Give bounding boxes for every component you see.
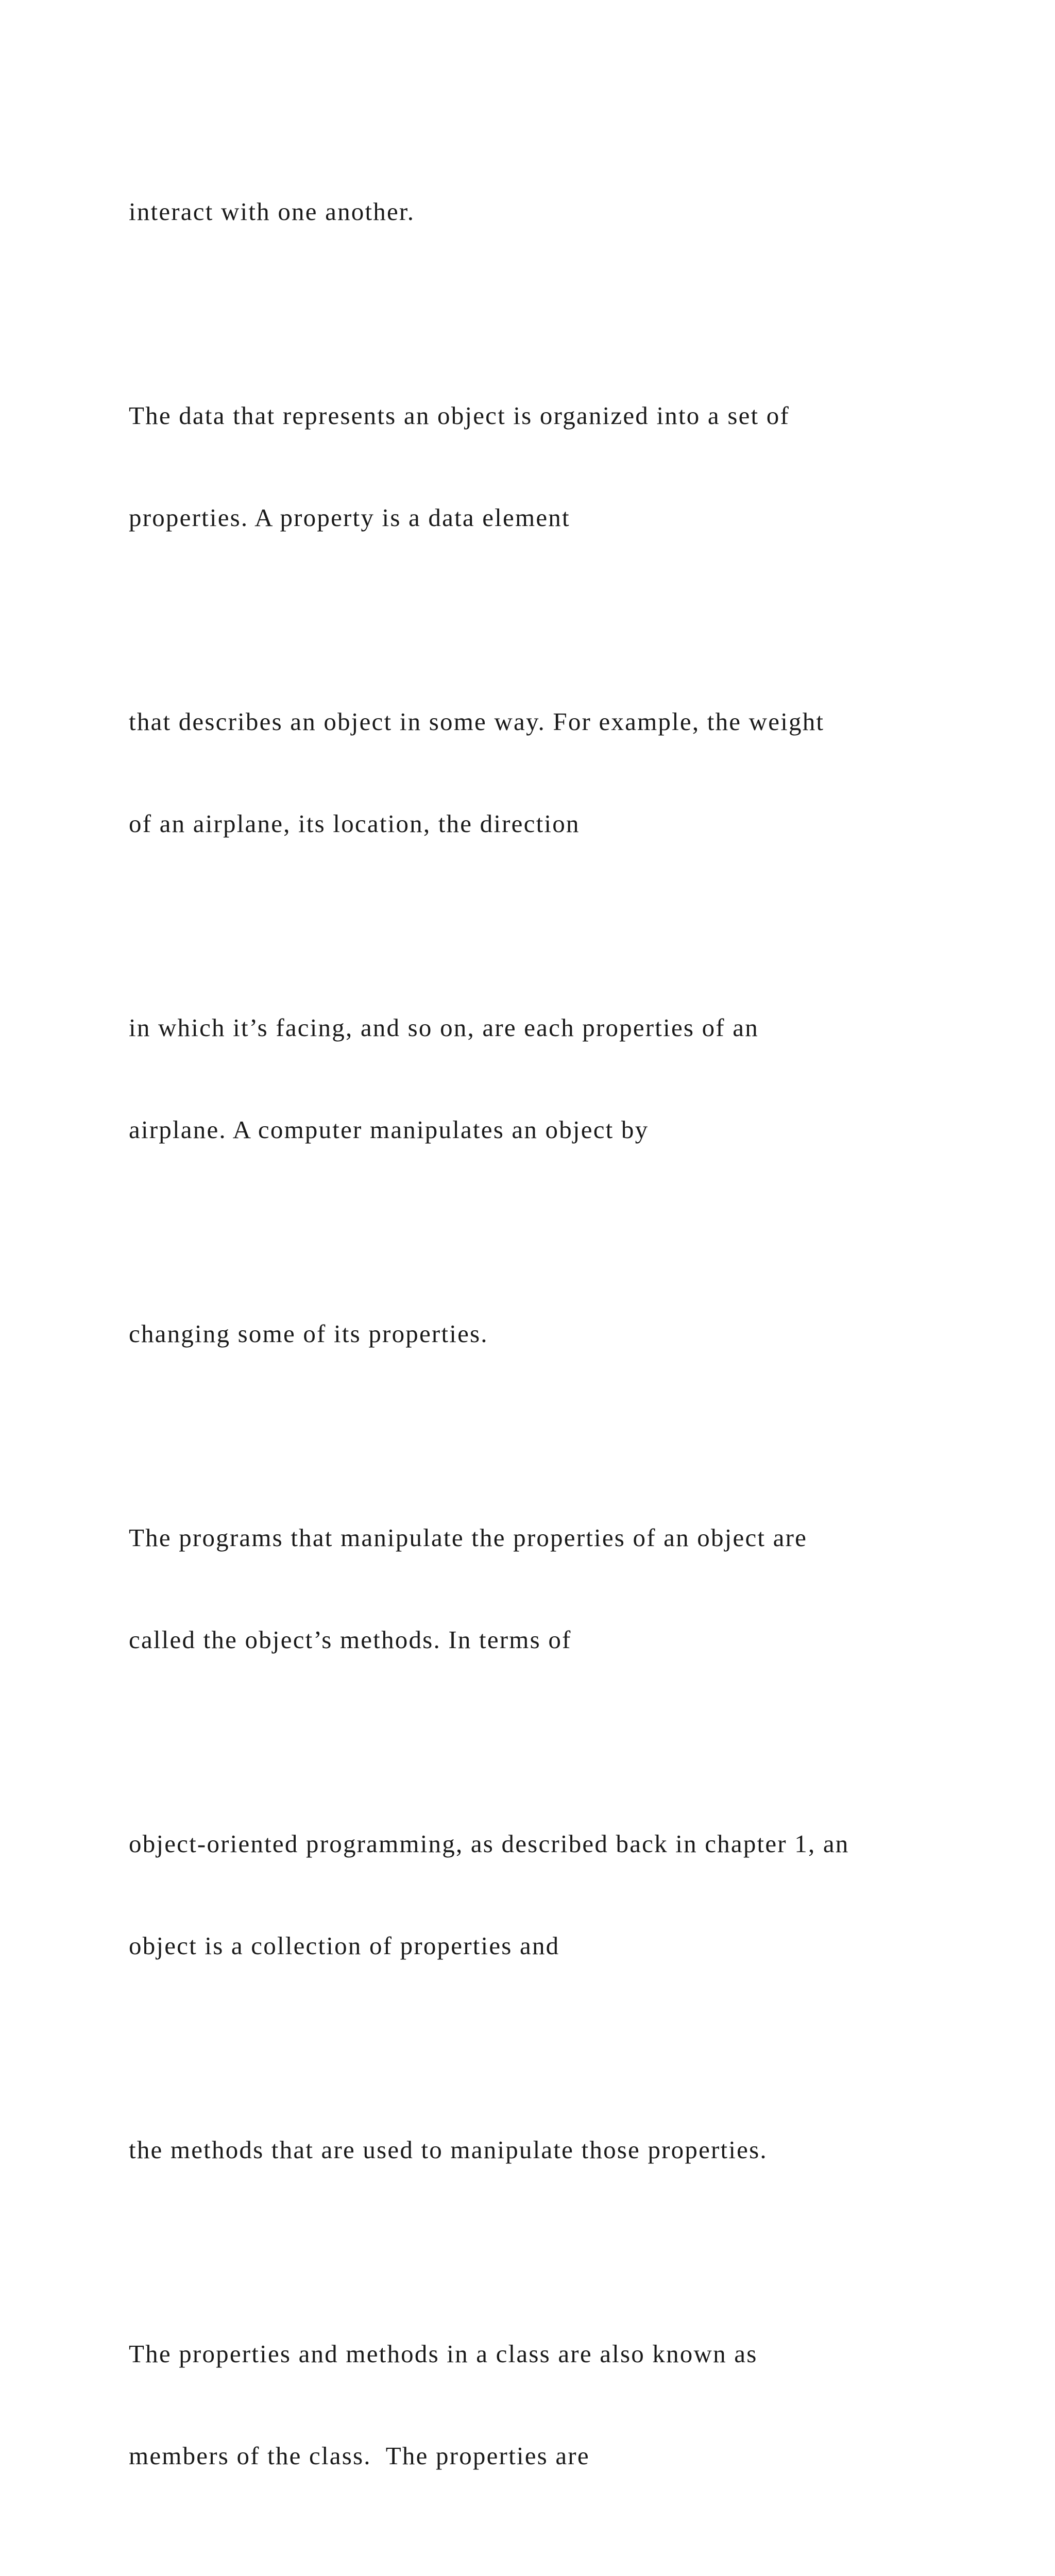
text-line: properties. A property is a data element	[129, 503, 570, 532]
paragraph-3	[129, 637, 984, 909]
text-line: interact with one another.	[129, 197, 415, 226]
paragraph-4	[129, 943, 984, 1215]
text-line: the methods that are used to manipulate those properties.	[129, 2136, 768, 2164]
text-line: object-oriented programming, as described back in chapter 1, an	[129, 1829, 849, 1858]
text-line: changing some of its properties.	[129, 1319, 488, 1348]
text-line: in which it’s facing, and so on, are each properties of an	[129, 1013, 759, 1042]
paragraph-6	[129, 1453, 984, 1725]
text-line: object is a collection of properties and	[129, 1931, 560, 1960]
text-line: The data that represents an object is organized into a set of	[129, 401, 790, 430]
text-line: airplane. A computer manipulates an object by	[129, 1115, 649, 1144]
text-line: members of the class. The properties are	[129, 2442, 590, 2470]
text-line: The properties and methods in a class are also known as	[129, 2340, 758, 2368]
paragraph-10	[129, 2575, 984, 2576]
paragraph-7	[129, 1759, 984, 2031]
text-line: of an airplane, its location, the direction	[129, 809, 580, 838]
paragraph-8	[129, 2065, 984, 2235]
text-line: The programs that manipulate the properties of an object are	[129, 1523, 808, 1552]
paragraph-2	[129, 331, 984, 603]
text-line: that describes an object in some way. For example, the weight	[129, 707, 825, 736]
paragraph-9	[129, 2269, 984, 2541]
text-line: called the object’s methods. In terms of	[129, 1625, 572, 1654]
paragraph-1	[129, 127, 984, 297]
paragraph-5	[129, 1249, 984, 1419]
document-body	[129, 127, 984, 2576]
